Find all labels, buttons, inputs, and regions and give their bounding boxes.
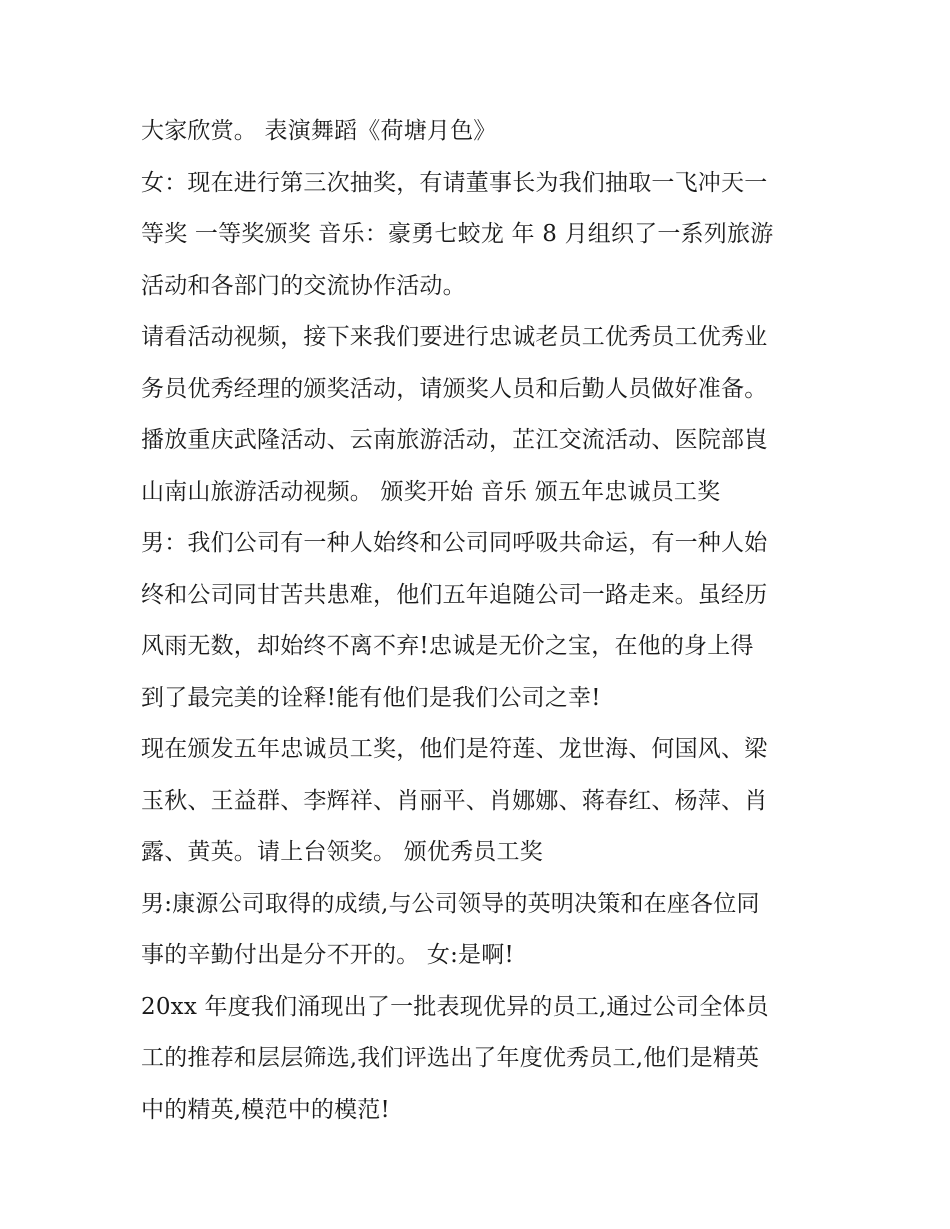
text-line: 男:康源公司取得的成绩,与公司领导的英明决策和在座各位同 xyxy=(141,890,760,917)
text-line: 大家欣赏。 表演舞蹈《荷塘月色》 xyxy=(141,118,497,144)
text-line: 男：我们公司有一种人始终和公司同呼吸共命运，有一种人始 xyxy=(141,530,768,556)
text-line: 事的辛勤付出是分不开的。 女:是啊! xyxy=(141,942,514,968)
text-line: 终和公司同甘苦共患难，他们五年追随公司一路走来。虽经历 xyxy=(141,581,768,608)
text-line: 务员优秀经理的颁奖活动，请颁奖人员和后勤人员做好准备。 xyxy=(141,375,768,402)
document-body xyxy=(141,106,821,1136)
text-line: 到了最完美的诠释!能有他们是我们公司之幸! xyxy=(141,684,601,711)
text-line: 播放重庆武隆活动、云南旅游活动，芷江交流活动、医院部崀 xyxy=(141,427,768,453)
text-line: 20xx 年度我们涌现出了一批表现优异的员工,通过公司全体员 xyxy=(141,993,769,1020)
text-line: 工的推荐和层层筛选,我们评选出了年度优秀员工,他们是精英 xyxy=(141,1045,760,1071)
text-line: 现在颁发五年忠诚员工奖，他们是符莲、龙世海、何国风、梁 xyxy=(141,736,768,762)
text-line: 风雨无数，却始终不离不弃!忠诚是无价之宝，在他的身上得 xyxy=(141,633,754,659)
text-line: 露、黄英。请上台领奖。 颁优秀员工奖 xyxy=(141,839,543,865)
text-line: 请看活动视频，接下来我们要进行忠诚老员工优秀员工优秀业 xyxy=(141,324,768,350)
text-line: 女：现在进行第三次抽奖，有请董事长为我们抽取一飞冲天一 xyxy=(141,169,768,196)
text-line: 中的精英,模范中的模范! xyxy=(141,1096,390,1123)
text-line: 活动和各部门的交流协作活动。 xyxy=(141,272,466,299)
text-line: 玉秋、王益群、李辉祥、肖丽平、肖娜娜、蒋春红、杨萍、肖 xyxy=(141,787,768,814)
text-line: 山南山旅游活动视频。 颁奖开始 音乐 颁五年忠诚员工奖 xyxy=(141,478,721,505)
text-line: 等奖 一等奖颁奖 音乐：豪勇七蛟龙 年 8 月组织了一系列旅游 xyxy=(141,221,774,247)
